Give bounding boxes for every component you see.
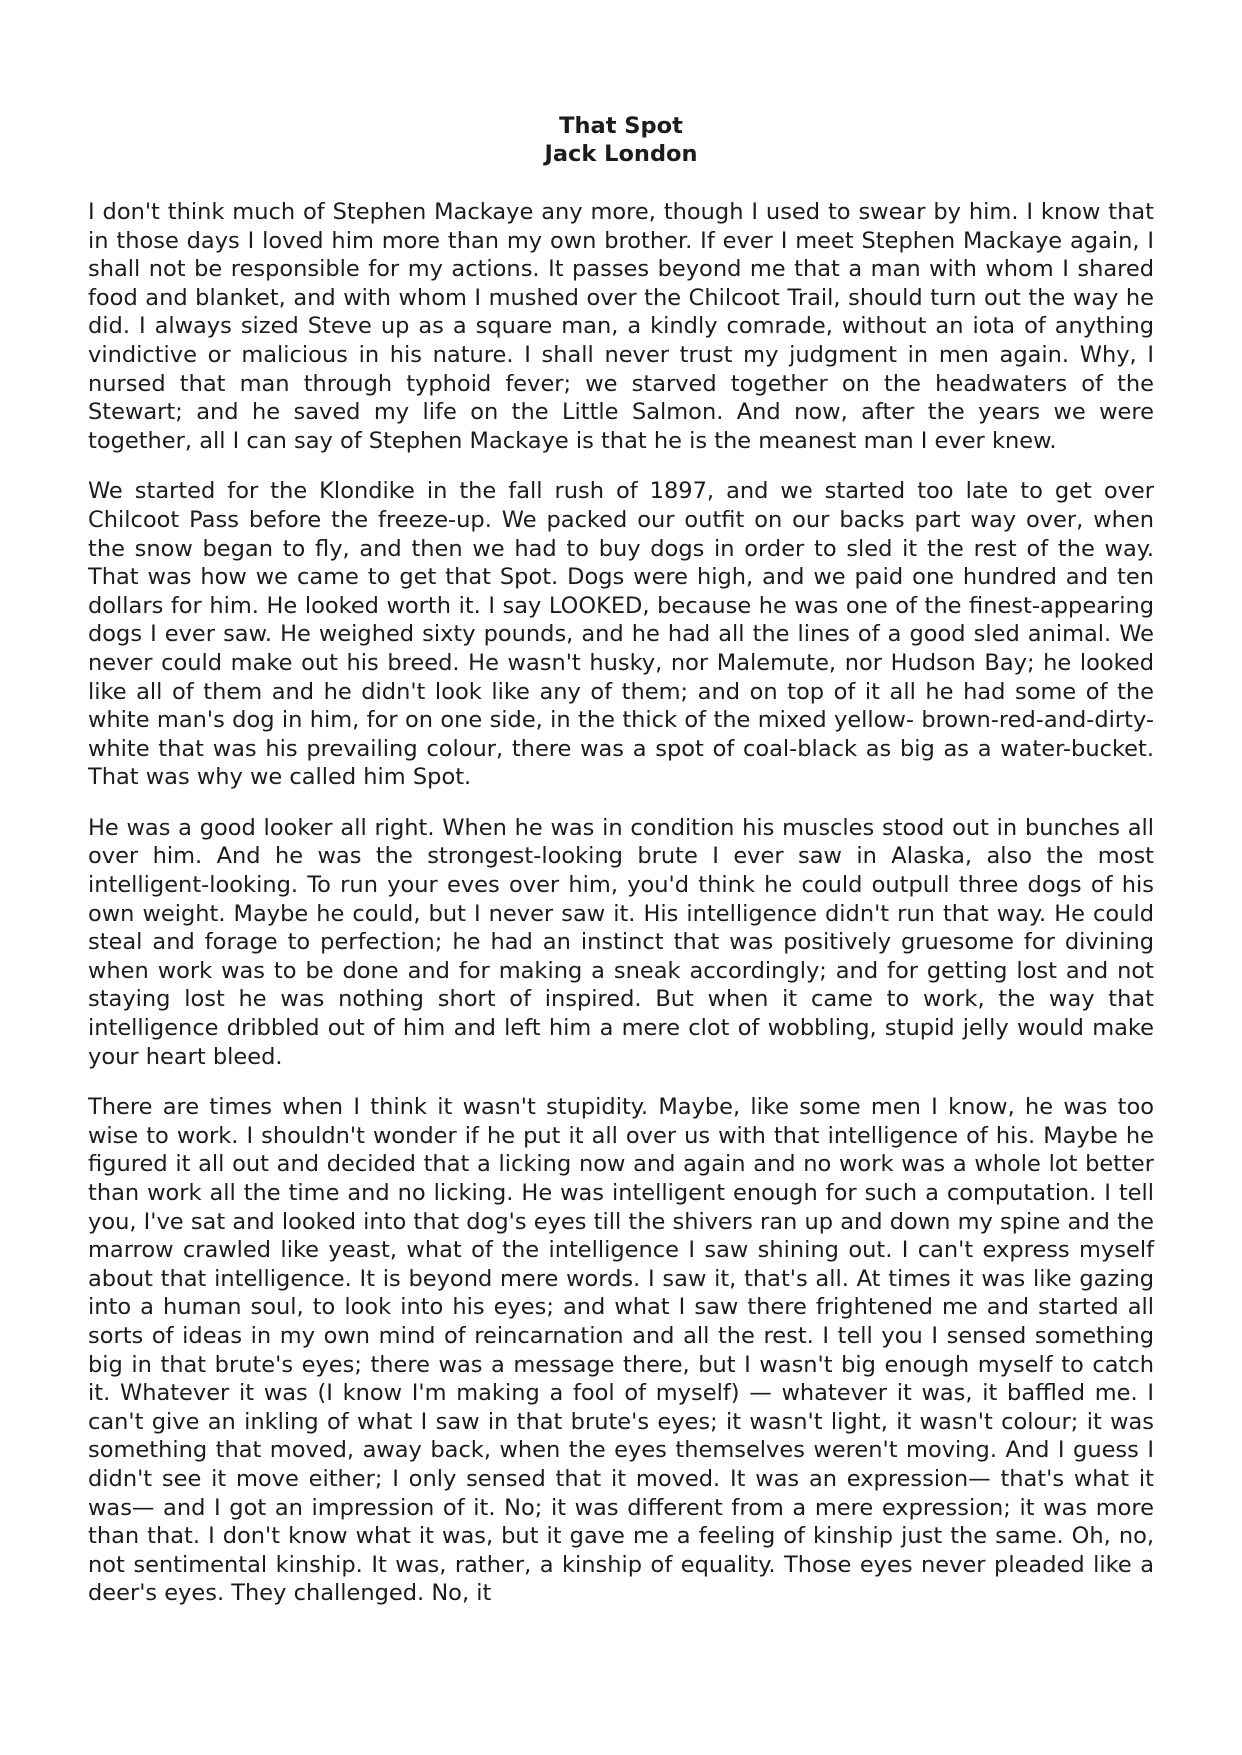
document-title: That Spot [559,113,683,139]
paragraph: We started for the Klondike in the fall rush of 1897, and we started too late to get over Chilcoot Pass before the freeze-up. We packed our outfit on our backs part way over, when the snow began to fly, and then we had to buy dogs in order to sled it the rest of the way. That was how we came to get that Spot. Dogs were high, and we paid one hundred and ten dollars for him. He looked worth it. I say LOOKED, because he was one of the finest-appearing dogs I ever saw. He weighed sixty pounds, and he had all the lines of a good sled animal. We never could make out his breed. He wasn't husky, nor Malemute, nor Hudson Bay; he looked like all of them and he didn't look like any of them; and on top of it all he had some of the white man's dog in him, for on one side, in the thick of the mixed yellow- brown-red-and-dirty-white that was his prevailing colour, there was a spot of coal-black as big as a water-bucket. That was why we called him Spot. [88,478,1154,791]
document-author: Jack London [544,141,698,167]
title-block [88,112,1154,168]
paragraph: There are times when I think it wasn't stupidity. Maybe, like some men I know, he was too wise to work. I shouldn't wonder if he put it all over us with that intelligence of his. Maybe he figured it all out and decided that a licking now and again and no work was a whole lot better than work all the time and no licking. He was intelligent enough for such a computation. I tell you, I've sat and looked into that dog's eyes till the shivers ran up and down my spine and the marrow crawled like yeast, what of the intelligence I saw shining out. I can't express myself about that intelligence. It is beyond mere words. I saw it, that's all. At times it was like gazing into a human soul, to look into his eyes; and what I saw there frightened me and started all sorts of ideas in my own mind of reincarnation and all the rest. I tell you I sensed something big in that brute's eyes; there was a message there, but I wasn't big enough myself to catch it. Whatever it was (I know I'm making a fool of myself) — whatever it was, it baffled me. I can't give an inkling of what I saw in that brute's eyes; it wasn't light, it wasn't colour; it was something that moved, away back, when the eyes themselves weren't moving. And I guess I didn't see it move either; I only sensed that it moved. It was an expression— that's what it was— and I got an impression of it. No; it was different from a mere expression; it was more than that. I don't know what it was, but it gave me a feeling of kinship just the same. Oh, no, not sentimental kinship. It was, rather, a kinship of equality. Those eyes never pleaded like a deer's eyes. They challenged. No, it [88,1094,1154,1607]
document-page [88,112,1154,1630]
paragraph: He was a good looker all right. When he was in condition his muscles stood out in bunches all over him. And he was the strongest-looking brute I ever saw in Alaska, also the most intelligent-looking. To run your eves over him, you'd think he could outpull three dogs of his own weight. Maybe he could, but I never saw it. His intelligence didn't run that way. He could steal and forage to perfection; he had an instinct that was positively gruesome for divining when work was to be done and for making a sneak accordingly; and for getting lost and not staying lost he was nothing short of inspired. But when it came to work, the way that intelligence dribbled out of him and left him a mere clot of wobbling, stupid jelly would make your heart bleed. [88,814,1154,1070]
paragraph: I don't think much of Stephen Mackaye any more, though I used to swear by him. I know that in those days I loved him more than my own brother. If ever I meet Stephen Mackaye again, I shall not be responsible for my actions. It passes beyond me that a man with whom I shared food and blanket, and with whom I mushed over the Chilcoot Trail, should turn out the way he did. I always sized Steve up as a square man, a kindly comrade, without an iota of anything vindictive or malicious in his nature. I shall never trust my judgment in men again. Why, I nursed that man through typhoid fever; we starved together on the headwaters of the Stewart; and he saved my life on the Little Salmon. And now, after the years we were together, all I can say of Stephen Mackaye is that he is the meanest man I ever knew. [88,199,1154,454]
